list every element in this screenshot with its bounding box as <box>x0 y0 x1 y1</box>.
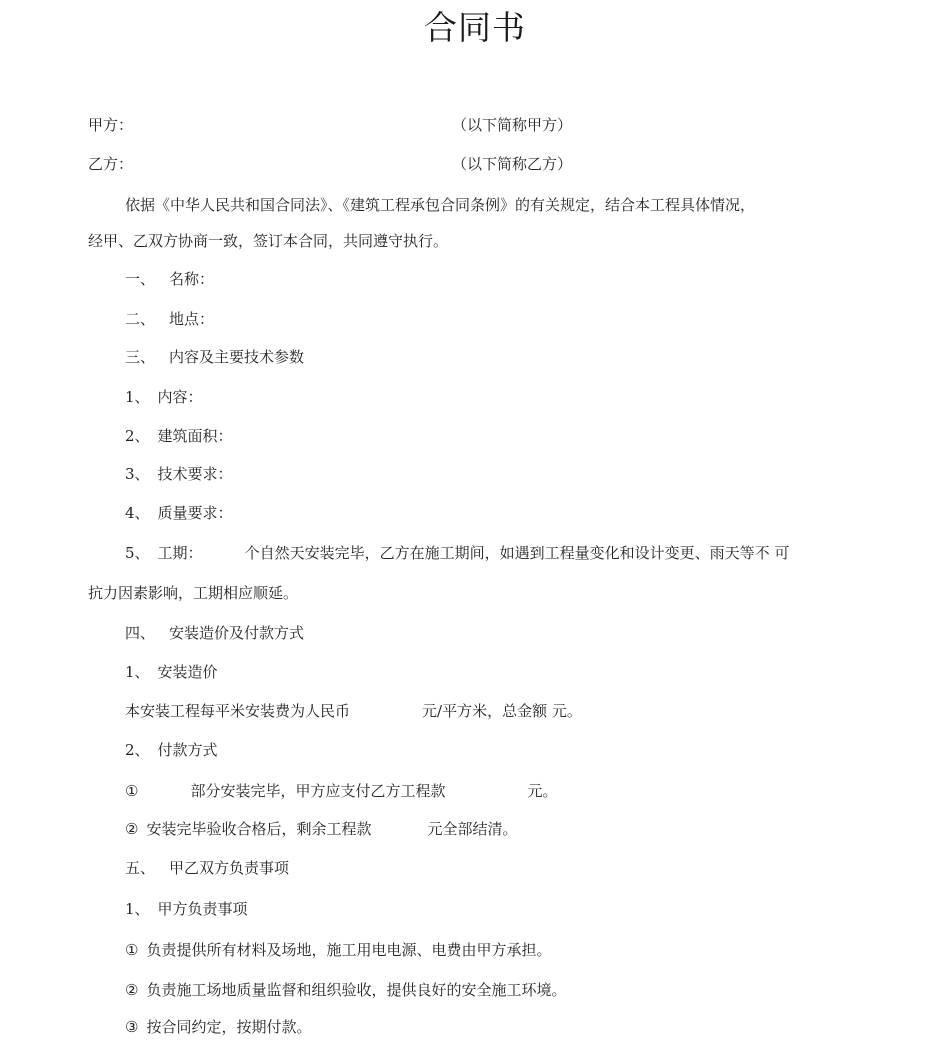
party-b-note: （以下简称乙方） <box>452 155 573 173</box>
item-text: 质量要求： <box>157 504 233 522</box>
payment-text-1: 部分安装完毕，甲方应支付乙方工程款 <box>190 782 446 800</box>
circled-number: ③ <box>125 1018 139 1036</box>
item-text: 内容： <box>157 388 203 406</box>
item-text: 安装造价 <box>157 663 218 681</box>
section-1-text: 名称： <box>169 270 215 288</box>
item-number: 5、 <box>125 544 150 562</box>
party-a-line <box>88 114 910 136</box>
payment-1 <box>125 780 910 802</box>
section-4-text: 安装造价及付款方式 <box>169 624 305 642</box>
section-3-text: 内容及主要技术参数 <box>169 348 305 366</box>
section-3-item-5-continued: 抗力因素影响，工期相应顺延。 <box>88 584 299 602</box>
preamble-line-1: 依据《中华人民共和国合同法》、《建筑工程承包合同条例》的有关规定，结合本工程具体情况， <box>125 196 756 214</box>
section-5-heading <box>125 857 910 879</box>
payment-text-1: 安装完毕验收合格后，剩余工程款 <box>146 820 372 838</box>
circled-number: ① <box>125 782 139 800</box>
document-title: 合同书 <box>424 8 526 47</box>
item-number: 2、 <box>125 741 150 759</box>
section-5-number: 五、 <box>125 859 156 877</box>
price-text-2: 元/平方米，总金额 元。 <box>422 702 582 720</box>
circled-number: ② <box>125 820 139 838</box>
section-2-number: 二、 <box>125 310 156 328</box>
section-3-item-5 <box>125 542 910 564</box>
party-a-label: 甲方： <box>88 116 134 134</box>
section-2-heading <box>125 308 910 330</box>
section-5-text: 甲乙双方负责事项 <box>169 859 290 877</box>
duty-1 <box>125 939 910 961</box>
item-text: 个自然天安装完毕，乙方在施工期间，如遇到工程量变化和设计变更、雨天等不 可 <box>244 544 790 562</box>
section-4-item-2 <box>125 739 910 761</box>
item-number: 1、 <box>125 663 150 681</box>
item-number: 2、 <box>125 427 150 445</box>
duty-2 <box>125 979 910 1001</box>
duty-text: 按合同约定，按期付款。 <box>146 1018 312 1036</box>
section-5-item-1 <box>125 898 910 920</box>
section-3-item-4 <box>125 502 910 524</box>
item-number: 4、 <box>125 504 150 522</box>
section-3-item-3 <box>125 463 910 485</box>
item-text: 付款方式 <box>157 741 218 759</box>
price-line <box>125 700 910 722</box>
party-a-note: （以下简称甲方） <box>452 116 573 134</box>
preamble-line-2: 经甲、乙双方协商一致，签订本合同，共同遵守执行。 <box>88 232 449 250</box>
item-label: 工期： <box>157 544 203 562</box>
item-number: 1、 <box>125 388 150 406</box>
section-4-heading <box>125 622 910 644</box>
payment-text-2: 元全部结清。 <box>427 820 518 838</box>
section-3-number: 三、 <box>125 348 156 366</box>
duty-text: 负责提供所有材料及场地，施工用电电源、电费由甲方承担。 <box>146 941 552 959</box>
section-3-heading <box>125 346 910 368</box>
section-1-heading <box>125 268 910 290</box>
section-1-number: 一、 <box>125 270 156 288</box>
duty-3 <box>125 1016 910 1038</box>
item-text: 技术要求： <box>157 465 233 483</box>
section-3-item-2 <box>125 425 910 447</box>
payment-text-2: 元。 <box>527 782 558 800</box>
section-4-item-1 <box>125 661 910 683</box>
section-3-item-1 <box>125 386 910 408</box>
item-number: 3、 <box>125 465 150 483</box>
section-4-number: 四、 <box>125 624 156 642</box>
party-b-line <box>88 153 910 175</box>
item-text: 甲方负责事项 <box>157 900 248 918</box>
duty-text: 负责施工场地质量监督和组织验收，提供良好的安全施工环境。 <box>146 981 567 999</box>
item-number: 1、 <box>125 900 150 918</box>
circled-number: ② <box>125 981 139 999</box>
section-2-text: 地点： <box>169 310 215 328</box>
party-b-label: 乙方： <box>88 155 134 173</box>
payment-2 <box>125 818 910 840</box>
item-text: 建筑面积： <box>157 427 233 445</box>
price-text-1: 本安装工程每平米安装费为人民币 <box>125 702 351 720</box>
circled-number: ① <box>125 941 139 959</box>
